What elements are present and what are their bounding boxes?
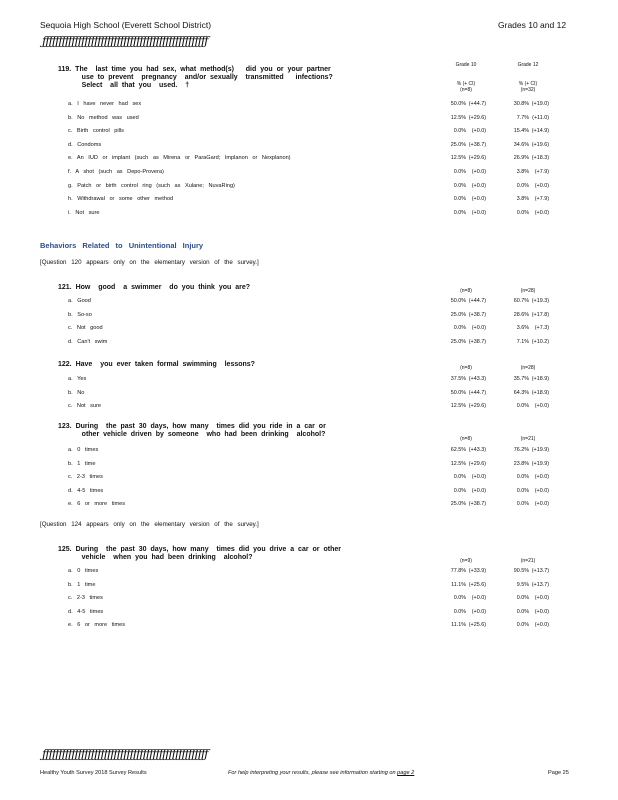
grade12-percent: 0.0% <box>516 403 529 410</box>
grade12-ci: (+0.0) <box>534 501 549 508</box>
grade10-ci: (+38.7) <box>468 141 486 148</box>
question-text: 121. How good a swimmer do you think you are? <box>58 284 251 291</box>
grade10-percent: 0.0% <box>453 474 466 481</box>
grade10-ci: (+44.7) <box>468 101 486 107</box>
grade12-ci: (+0.0) <box>534 487 549 494</box>
pct-ci-header-10: % (+ CI) <box>456 81 476 87</box>
n-grade10: (n=8) <box>460 87 472 93</box>
grade10-ci: (+25.6) <box>468 622 486 629</box>
note-question-124: [Question 124 appears only on the elementary version of the survey.] <box>40 521 259 528</box>
grade10-ci: (+44.7) <box>468 389 486 396</box>
grade10-percent: 0.0% <box>453 325 466 332</box>
grade12-percent: 0.0% <box>516 501 529 508</box>
grade12-percent: 0.0% <box>516 487 529 494</box>
grade10-percent: 12.5% <box>450 155 466 162</box>
bottom-rule: ƒƒƒƒƒƒƒƒƒƒƒƒƒƒƒƒƒƒƒƒƒƒƒƒƒƒƒƒƒƒƒƒƒƒƒƒƒƒƒƒƒƒƒƒƒƒƒƒƒƒƒ <box>42 747 208 761</box>
option-label: c. Not good <box>68 325 103 332</box>
grade12-header: Grade 12 <box>517 62 539 68</box>
grade10-ci: (+0.0) <box>471 474 486 481</box>
grade10-ci: (+29.6) <box>468 114 486 121</box>
grade10-percent: 62.5% <box>450 447 466 453</box>
grade12-percent: 34.6% <box>513 141 529 148</box>
grade12-ci: (+17.8) <box>531 311 549 318</box>
option-label: g. Patch or birth control ring (such as Xulane; NuvaRing) <box>68 182 235 189</box>
grade10-ci: (+0.0) <box>471 487 486 494</box>
grade10-percent: 12.5% <box>450 460 466 467</box>
grade10-ci: (+43.3) <box>468 447 486 453</box>
grade10-percent: 25.0% <box>450 141 466 148</box>
grade12-ci: (+0.0) <box>534 474 549 481</box>
n-grade10: (n=9) <box>460 558 472 564</box>
option-label: e. 6 or more times <box>68 622 126 629</box>
grade12-percent: 0.0% <box>516 622 529 629</box>
n-grade12: (n=21) <box>520 436 536 442</box>
option-label: a. I have never had sex <box>68 101 142 107</box>
grade10-ci: (+38.7) <box>468 311 486 318</box>
grade12-ci: (+0.0) <box>534 622 549 629</box>
grade10-percent: 0.0% <box>453 487 466 494</box>
grade10-ci: (+25.6) <box>468 581 486 588</box>
grade12-percent: 60.7% <box>513 298 529 304</box>
grade12-ci: (+7.9) <box>534 169 549 175</box>
grade12-ci: (+7.9) <box>534 196 549 203</box>
footer-page-link[interactable]: page 2 <box>397 770 415 776</box>
option-label: b. 1 time <box>68 581 96 588</box>
grade12-ci: (+18.3) <box>531 155 549 162</box>
option-label: b. No method was used <box>68 114 139 121</box>
grade12-ci: (+19.9) <box>531 460 549 467</box>
grade10-percent: 11.1% <box>451 581 466 588</box>
grade10-percent: 0.0% <box>453 209 466 216</box>
grade10-percent: 0.0% <box>453 182 466 189</box>
option-label: d. 4-5 times <box>68 608 104 615</box>
grade12-percent: 0.0% <box>516 608 529 615</box>
grade10-percent: 25.0% <box>450 311 466 318</box>
grade10-percent: 50.0% <box>450 298 466 304</box>
option-label: d. 4-5 times <box>68 487 104 494</box>
grade12-percent: 28.6% <box>513 311 529 318</box>
note-question-120: [Question 120 appears only on the elementary version of the survey.] <box>40 259 259 266</box>
option-label: d. Condoms <box>68 141 102 148</box>
option-label: c. Birth control pills <box>68 128 124 135</box>
grade12-percent: 3.8% <box>516 169 529 175</box>
footer-help-text: For help interpreting your results, please see information starting on <box>228 770 398 776</box>
grade10-header: Grade 10 <box>455 62 477 68</box>
n-grade12: (n=28) <box>520 288 536 294</box>
section-title: Behaviors Related to Unintentional Injury <box>40 241 204 250</box>
grade12-percent: 30.8% <box>513 101 529 107</box>
grade12-ci: (+0.0) <box>534 209 549 216</box>
grade10-percent: 25.0% <box>450 338 466 345</box>
option-label: c. 2-3 times <box>68 474 103 481</box>
n-grade12: (n=28) <box>520 365 536 371</box>
grade10-percent: 12.5% <box>450 114 466 121</box>
grade12-percent: 3.8% <box>516 196 529 203</box>
option-label: a. 0 times <box>68 447 99 453</box>
option-label: a. Good <box>68 298 91 304</box>
grade12-ci: (+10.2) <box>531 338 549 345</box>
option-label: d. Can't swim <box>68 338 108 345</box>
grade12-ci: (+19.6) <box>531 141 549 148</box>
grade12-percent: 64.3% <box>513 389 529 396</box>
option-label: b. 1 time <box>68 460 96 467</box>
grade10-ci: (+0.0) <box>471 325 486 332</box>
grade10-percent: 11.1% <box>451 622 466 629</box>
grade10-percent: 0.0% <box>453 128 466 135</box>
footer-help <box>228 770 414 776</box>
grade10-percent: 37.5% <box>450 376 466 382</box>
grade10-percent: 12.5% <box>450 403 466 410</box>
grade10-percent: 77.8% <box>450 568 466 574</box>
pct-ci-header-12: % (+ CI) <box>518 81 538 87</box>
question-text: 123. During the past 30 days, how many times did you ride in a car or other vehicle driven by someone who had been drinking alcohol? <box>58 423 326 438</box>
grade12-ci: (+14.9) <box>531 128 549 135</box>
option-label: b. So-so <box>68 311 92 318</box>
footer-left: Healthy Youth Survey 2018 Survey Results <box>40 770 147 776</box>
grade12-percent: 90.5% <box>513 568 529 574</box>
option-label: i. Not sure <box>68 209 100 216</box>
grade10-percent: 0.0% <box>453 608 466 615</box>
page-number: Page 25 <box>548 770 569 776</box>
grade12-ci: (+0.0) <box>534 182 549 189</box>
grade12-ci: (+19.9) <box>531 447 549 453</box>
grade10-ci: (+38.7) <box>468 338 486 345</box>
grade12-percent: 0.0% <box>516 595 529 602</box>
grade12-percent: 0.0% <box>516 209 529 216</box>
grade10-ci: (+0.0) <box>471 182 486 189</box>
n-grade10: (n=8) <box>460 436 472 442</box>
option-label: c. Not sure <box>68 403 102 410</box>
grade10-percent: 50.0% <box>450 101 466 107</box>
grade12-ci: (+0.0) <box>534 403 549 410</box>
grade10-ci: (+0.0) <box>471 128 486 135</box>
grade12-ci: (+11.0) <box>532 114 549 121</box>
grade10-ci: (+44.7) <box>468 298 486 304</box>
question-text: 119. The last time you had sex, what method(s) did you or your partner use to prevent pregnancy and/or sexually transmitted infections? Select all that you used. † <box>58 66 333 89</box>
grade10-ci: (+0.0) <box>471 608 486 615</box>
grade12-ci: (+19.3) <box>531 298 549 304</box>
grade12-percent: 9.5% <box>516 581 529 588</box>
grade10-percent: 0.0% <box>453 595 466 602</box>
grade10-percent: 50.0% <box>450 389 466 396</box>
grade10-ci: (+29.6) <box>468 403 486 410</box>
grade10-ci: (+43.3) <box>468 376 486 382</box>
n-grade12: (n=32) <box>520 87 536 93</box>
grade12-percent: 26.9% <box>513 155 529 162</box>
question-text: 122. Have you ever taken formal swimming lessons? <box>58 361 255 368</box>
grade12-percent: 76.2% <box>513 447 529 453</box>
grade10-ci: (+0.0) <box>471 209 486 216</box>
grade12-ci: (+18.9) <box>531 376 549 382</box>
option-label: c. 2-3 times <box>68 595 103 602</box>
grade10-ci: (+29.6) <box>468 460 486 467</box>
question-text: 125. During the past 30 days, how many times did you drive a car or other vehicle when you had been drinking alcohol? <box>58 546 341 561</box>
grade12-ci: (+18.9) <box>531 389 549 396</box>
top-rule: ƒƒƒƒƒƒƒƒƒƒƒƒƒƒƒƒƒƒƒƒƒƒƒƒƒƒƒƒƒƒƒƒƒƒƒƒƒƒƒƒƒƒƒƒƒƒƒƒƒƒƒ <box>42 34 208 48</box>
grade12-percent: 7.7% <box>516 114 529 121</box>
grade10-ci: (+0.0) <box>471 169 486 175</box>
option-label: b. No <box>68 389 85 396</box>
school-name: Sequoia High School (Everett School District) <box>40 20 212 30</box>
grade10-percent: 0.0% <box>453 196 466 203</box>
grade12-percent: 0.0% <box>516 182 529 189</box>
grade10-ci: (+38.7) <box>468 501 486 508</box>
grade12-percent: 35.7% <box>513 376 529 382</box>
grade12-percent: 3.6% <box>516 325 529 332</box>
option-label: a. 0 times <box>68 568 99 574</box>
option-label: e. An IUD or implant (such as Mirena or ParaGard; Implanon or Nexplanon) <box>68 155 291 162</box>
grade12-ci: (+7.3) <box>534 325 549 332</box>
option-label: h. Withdrawal or some other method <box>68 196 174 203</box>
n-grade12: (n=21) <box>520 558 536 564</box>
grade12-ci: (+13.7) <box>531 568 549 574</box>
grade12-ci: (+0.0) <box>534 608 549 615</box>
grade12-ci: (+19.0) <box>531 101 549 107</box>
grade12-percent: 15.4% <box>513 128 529 135</box>
grade10-ci: (+33.9) <box>468 568 486 574</box>
grade12-percent: 23.8% <box>513 460 529 467</box>
grade12-ci: (+13.7) <box>531 581 549 588</box>
option-label: a. Yes <box>68 376 87 382</box>
grade10-ci: (+0.0) <box>471 595 486 602</box>
grades-label: Grades 10 and 12 <box>498 20 567 30</box>
option-label: f. A shot (such as Depo-Provera) <box>68 169 164 175</box>
n-grade10: (n=8) <box>460 365 472 371</box>
option-label: e. 6 or more times <box>68 501 126 508</box>
grade10-ci: (+0.0) <box>471 196 486 203</box>
grade12-ci: (+0.0) <box>534 595 549 602</box>
grade12-percent: 0.0% <box>516 474 529 481</box>
grade10-percent: 0.0% <box>453 169 466 175</box>
grade10-percent: 25.0% <box>450 501 466 508</box>
grade10-ci: (+29.6) <box>468 155 486 162</box>
n-grade10: (n=8) <box>460 288 472 294</box>
grade12-percent: 7.1% <box>516 338 529 345</box>
